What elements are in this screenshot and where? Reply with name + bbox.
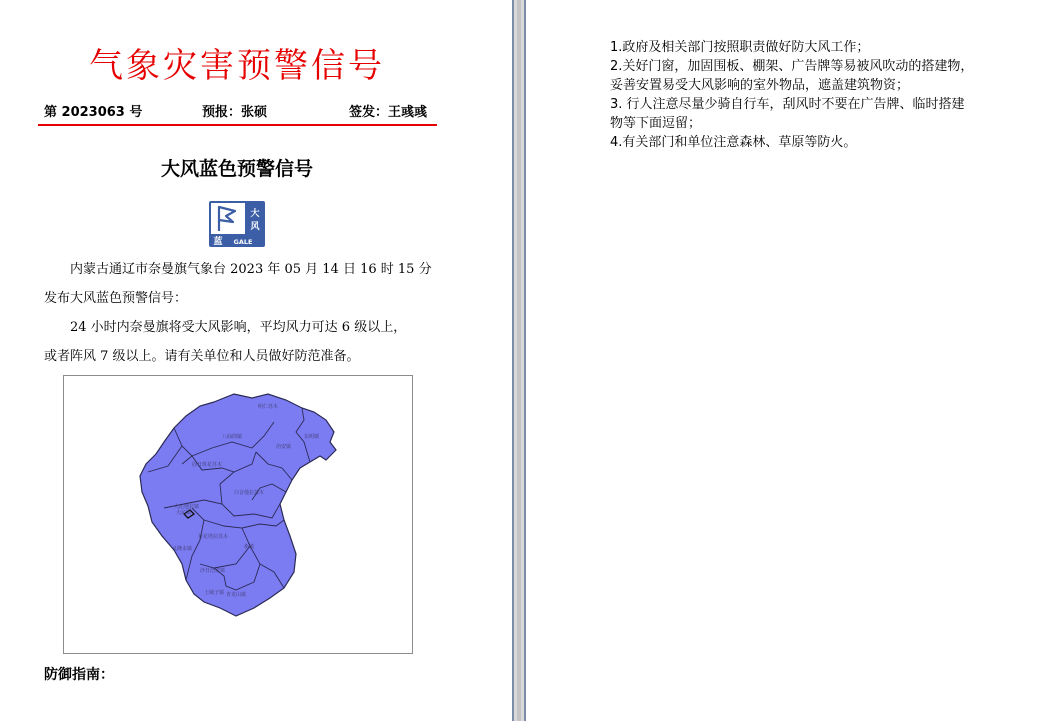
- guide-item-2-line-2: 妥善安置易受大风影响的室外物品，遮盖建筑物资；: [610, 78, 910, 93]
- map-label-9: 黄花塔拉苏木: [198, 534, 229, 540]
- issuer: 签发：王彧彧: [349, 105, 428, 120]
- header-divider: [38, 124, 437, 126]
- map-region-outline: [140, 394, 336, 616]
- forecaster: 预报：张硕: [202, 105, 268, 120]
- map-label-4: 治安镇: [276, 444, 292, 450]
- map-label-7: 大沁他拉镇: [174, 504, 200, 510]
- document-number: 第 2023063 号: [44, 105, 143, 120]
- guide-item-1: 1.政府及相关部门按照职责做好防大风工作；: [610, 40, 870, 55]
- warning-area-map: [63, 375, 413, 654]
- map-label-14: 青龙山镇: [226, 592, 247, 598]
- document-title: 气象灾害预警信号: [89, 46, 385, 86]
- map-label-5: 固日班花苏木: [192, 462, 223, 468]
- guide-item-2-line-1: 2.关好门窗，加固围板、棚架、广告牌等易被风吹动的搭建物，: [610, 59, 974, 74]
- document-meta-row: [44, 101, 434, 119]
- map-label-6: 白音他拉苏木: [234, 490, 265, 496]
- guide-list: [610, 38, 1010, 152]
- icon-text-gale-cn-1: 大: [250, 209, 260, 219]
- signal-title: 大风蓝色预警信号: [160, 158, 313, 180]
- issue-paragraph: [44, 255, 444, 313]
- guide-item-3-line-1: 3. 行人注意尽量少骑自行车，刮风时不要在广告牌、临时搭建: [610, 97, 965, 112]
- icon-text-gale-en: GALE: [233, 238, 253, 246]
- guide-item-3-line-2: 物等下面逗留；: [610, 116, 702, 131]
- forecast-line-2: 或者阵风 7 级以上。请有关单位和人员做好防范准备。: [44, 349, 360, 364]
- guide-heading: 防御指南：: [44, 667, 114, 683]
- issue-line-2: 发布大风蓝色预警信号：: [44, 291, 188, 306]
- icon-text-blue: 蓝: [213, 237, 223, 247]
- map-label-10: 义隆永镇: [172, 546, 193, 552]
- naiman-banner-map: [64, 376, 412, 653]
- map-label-13: 土城子镇: [204, 590, 225, 596]
- document-page-left: [0, 0, 512, 721]
- map-label-2: 八仙筒镇: [222, 434, 243, 440]
- map-label-12: 沙日浩来镇: [200, 568, 226, 574]
- icon-text-gale-cn-2: 风: [250, 222, 260, 232]
- forecast-paragraph: [44, 313, 444, 371]
- map-label-11: 新镇: [244, 544, 255, 550]
- page-gap-divider: [512, 0, 526, 721]
- issue-line-1: 内蒙古通辽市奈曼旗气象台 2023 年 05 月 14 日 16 时 15 分: [70, 262, 432, 277]
- forecast-line-1: 24 小时内奈曼旗将受大风影响，平均风力可达 6 级以上，: [70, 320, 407, 335]
- guide-item-4: 4.有关部门和单位注意森林、草原等防火。: [610, 135, 857, 150]
- map-label-1: 明仁苏木: [258, 404, 279, 410]
- gale-blue-signal-icon: [209, 201, 265, 247]
- map-label-8: 大沁镇: [176, 510, 192, 516]
- map-label-3: 东明镇: [304, 434, 320, 440]
